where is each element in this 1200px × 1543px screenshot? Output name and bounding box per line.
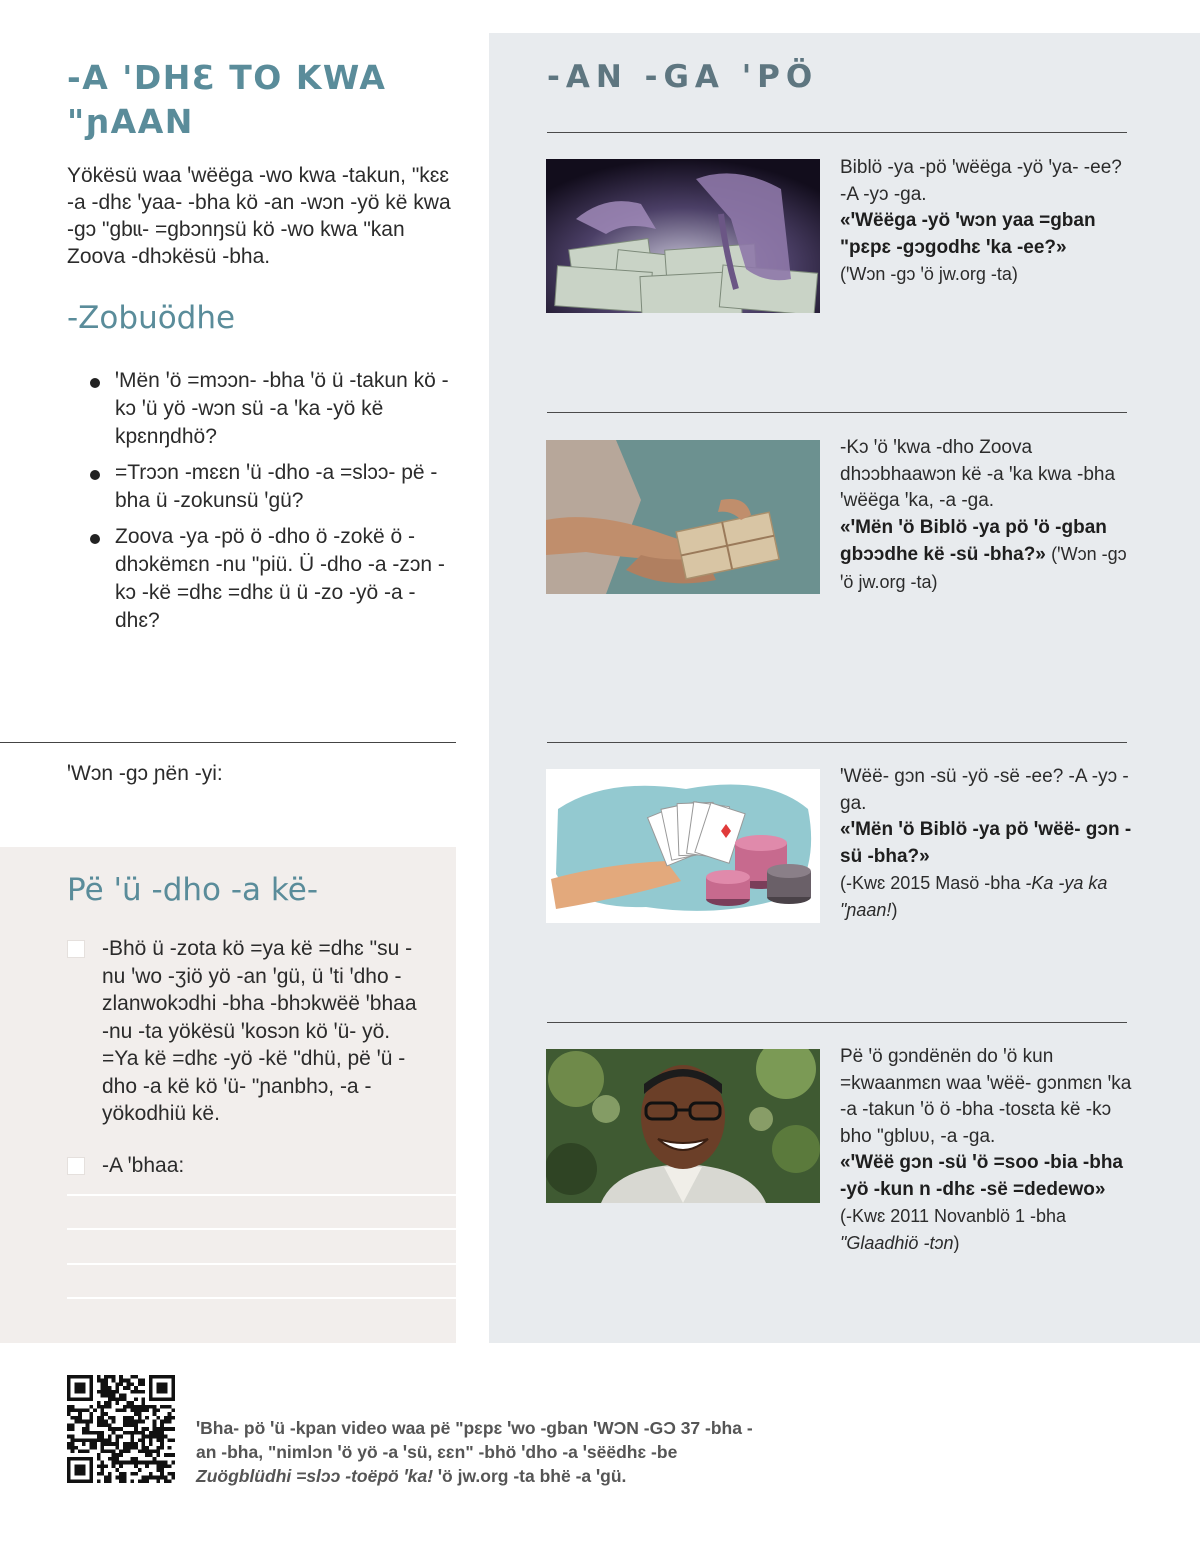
- page-title: -A ꞌDHƐ TO KWA "ɲAAN: [67, 58, 387, 141]
- article-text: Pë ꞌö gɔndënën do ꞌö kun =kwaanmɛn waa ꞌwëë- gɔnmɛn ꞌka -a -takun ꞌö ö -bha -tosɛta kë -kɔ bho "gblʋʋ, -a -ga. «ꞌWëë gɔn -sü ꞌö =soo -bia -bha -yö -kun n -dhɛ -së =dedewo» (-Kwɛ 2011 Novanblö 1 -bha "Glaadhiö -tɔn): [840, 1046, 1132, 1253]
- divider: [547, 1022, 1127, 1023]
- divider: [547, 742, 1127, 743]
- cards-chips-image: [546, 769, 820, 923]
- intro-paragraph: Yökësü waa ꞌwëëga -wo kwa -takun, "kɛɛ -a -dhɛ ꞌyaa- -bha kö -an -wɔn -yö kë kwa -gɔ "gbɩɩ- =gbɔnŋsü kö -wo kwa "kan Zoova -dhɔkësü -bha.: [67, 164, 451, 268]
- checkbox[interactable]: [67, 940, 85, 958]
- checkbox[interactable]: [67, 1157, 85, 1175]
- panel-title: -AN -GA ꞌPÖ: [547, 59, 819, 95]
- bullet-icon: [90, 470, 100, 480]
- todo-item: -A ꞌbhaa:: [67, 1152, 427, 1180]
- todo-title: Pë ꞌü -dho -a kë-: [67, 872, 319, 908]
- writing-line[interactable]: [67, 1228, 456, 1230]
- article-link[interactable]: «ꞌWëëga -yö ꞌwɔn yaa =gban "pɛpɛ -gɔgodhɛ ꞌka -ee?»: [840, 210, 1096, 258]
- divider: [547, 132, 1127, 133]
- bullet-icon: [90, 378, 100, 388]
- article-text: -Kɔ ꞌö ꞌkwa -dho Zoova dhɔɔbhaawɔn kë -a ꞌka kwa -bha ꞌwëëga ꞌka, -a -ga. «ꞌMën ꞌö Biblö -ya pö ꞌö -gban gbɔɔdhe kë -sü -bha?» (ꞌWɔn -gɔ ꞌö jw.org -ta): [840, 435, 1132, 596]
- article-link[interactable]: «ꞌWëë gɔn -sü ꞌö =soo -bia -bha -yö -kun n -dhɛ -së =dedewo»: [840, 1152, 1123, 1200]
- article-link[interactable]: «ꞌMën ꞌö Biblö -ya pö ꞌwëë- gɔn -sü -bha?»: [840, 819, 1132, 867]
- article-text: Biblö -ya -pö ꞌwëëga -yö ꞌya- -ee? -A -yɔ -ga. «ꞌWëëga -yö ꞌwɔn yaa =gban "pɛpɛ -gɔgodhɛ ꞌka -ee?» (ꞌWɔn -gɔ ꞌö jw.org -ta): [840, 155, 1132, 288]
- bullet-icon: [90, 534, 100, 544]
- related-articles-panel: [489, 33, 1200, 1343]
- question-item: =Trɔɔn -mɛɛn ꞌü -dho -a =slɔɔ- pë -bha ü -zokunsü ꞌgü?: [90, 459, 452, 515]
- questions-list: [90, 367, 452, 643]
- todo-item: -Bhö ü -zota kö =ya kë =dhɛ "su -nu ꞌwo -ʒiö yö -an ꞌgü, ü ꞌti ꞌdho -zlanwokɔdhi -bha -bhɔkwëë ꞌbhaa -nu -ta yökësü ꞌkosɔn kö ꞌü- yö. =Ya kë =dhɛ -yö -kë "dhü, pë ꞌü -dho -a kë kö ꞌü- "ɲanbhɔ, -a -yökodhiü kë.: [67, 935, 427, 1128]
- questions-heading: -Zobuödhe: [67, 300, 236, 336]
- footer-note: ꞌBha- pö ꞌü -kpan video waa pë "pɛpɛ ꞌwo -gban ꞌWƆN -GƆ 37 -bha -an -bha, "nimlɔn ꞌö yö -a ꞌsü, ɛɛn" -bhö ꞌdho -a ꞌsëëdhɛ -be Zuögblüdhi =slɔɔ -toëpö ꞌka! ꞌö jw.org -ta bhë -a ꞌgü.: [196, 1418, 753, 1486]
- bribe-package-image: [546, 440, 820, 594]
- article-text: ꞌWëë- gɔn -sü -yö -së -ee? -A -yɔ -ga. «ꞌMën ꞌö Biblö -ya pö ꞌwëë- gɔn -sü -bha?» (-Kwɛ 2015 Masö -bha -Ka -ya ka "ɲaan!): [840, 766, 1132, 920]
- question-item: Zoova -ya -pö ö -dho ö -zokë ö -dhɔkëmɛn -nu "piü. Ü -dho -a -zɔn -kɔ -kë =dhɛ =dhɛ ü ü -zo -yö -a -dhɛ?: [90, 523, 452, 635]
- writing-line[interactable]: [67, 1263, 456, 1265]
- smiling-man-image: [546, 1049, 820, 1203]
- money-hands-image: [546, 159, 820, 313]
- qr-code-icon[interactable]: [67, 1375, 175, 1483]
- question-item: ꞌMën ꞌö =mɔɔn- -bha ꞌö ü -takun kö -kɔ ꞌü yö -wɔn sü -a ꞌka -yö kë kpɛnŋdhö?: [90, 367, 452, 451]
- writing-line[interactable]: [67, 1297, 456, 1299]
- writing-line[interactable]: [67, 1194, 456, 1196]
- todo-panel: [0, 847, 456, 1343]
- divider: [0, 742, 456, 743]
- article-link[interactable]: «ꞌMën ꞌö Biblö -ya pö ꞌö -gban gbɔɔdhe kë -sü -bha?» (ꞌWɔn -gɔ ꞌö jw.org -ta): [840, 516, 1127, 592]
- divider: [547, 412, 1127, 413]
- scripture-label: ꞌWɔn -gɔ ɲën -yi:: [67, 762, 223, 785]
